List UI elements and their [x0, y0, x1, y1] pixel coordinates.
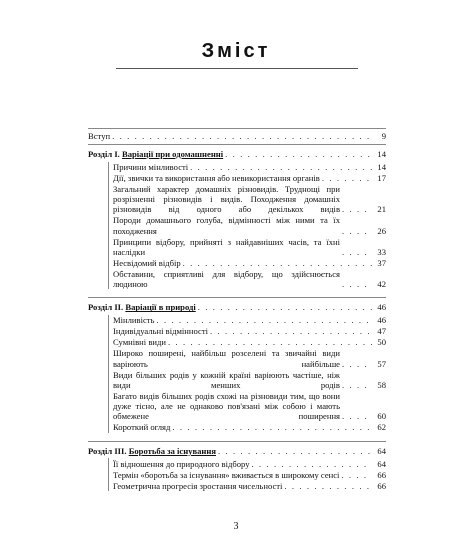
- page-title: Зміст: [201, 40, 271, 62]
- dot-leader: [342, 226, 372, 236]
- toc-entry-page: 50: [377, 337, 386, 348]
- toc-entry-page: 64: [377, 458, 386, 469]
- dot-leader: [218, 446, 372, 456]
- chapter-title: Варіації в природі: [125, 302, 196, 313]
- toc-entry-page: 46: [377, 315, 386, 326]
- toc-entry-page: 66: [377, 480, 386, 491]
- dot-leader: [172, 422, 372, 432]
- toc-entry-label: Дії, звички та використання або невикористання органів: [113, 172, 320, 183]
- title-rule: [116, 68, 358, 69]
- toc-entry-label: Породи домашнього голуба, відмінності між ними та їх походження: [113, 215, 340, 236]
- toc-chapter-1[interactable]: [88, 145, 386, 162]
- toc-entry-page: 66: [377, 469, 386, 480]
- toc-entry-page: 47: [377, 326, 386, 337]
- toc-entry[interactable]: [113, 337, 386, 348]
- toc-entry-label: Принципи відбору, прийняті з найдавніших часів, та їхні наслідки: [113, 236, 340, 257]
- toc-chapter-3[interactable]: [88, 442, 386, 459]
- toc-entry-label: Несвідомий відбір: [113, 257, 181, 268]
- toc-entry-page: 58: [377, 379, 386, 390]
- dot-leader: [112, 131, 372, 141]
- toc-entry[interactable]: [113, 268, 386, 289]
- dot-leader: [341, 470, 372, 480]
- toc-entry-label: Короткий огляд: [113, 422, 171, 433]
- dot-leader: [284, 481, 372, 491]
- dot-leader: [342, 279, 372, 289]
- dot-leader: [156, 315, 372, 325]
- dot-leader: [322, 173, 372, 183]
- toc-entry[interactable]: [113, 257, 386, 268]
- chapter-1-items: [108, 162, 386, 290]
- chapter-prefix: Розділ II.: [88, 302, 124, 313]
- toc-entry[interactable]: [113, 369, 386, 390]
- toc-entry-label: Мінливість: [113, 315, 155, 326]
- dot-leader: [210, 326, 372, 336]
- dot-leader: [190, 162, 372, 172]
- toc-entry-label: Широко поширені, найбільш розселені та звичайні види варіюють найбільше: [113, 348, 340, 369]
- chapter-heading: [88, 149, 223, 159]
- toc-entry-label: Вступ: [88, 131, 111, 142]
- toc-entry-label: Геометрична прогресія зростання чисельності: [113, 480, 283, 491]
- dot-leader: [168, 337, 372, 347]
- chapter-title: Боротьба за існування: [128, 445, 216, 456]
- toc-entry-page: 46: [377, 302, 386, 313]
- toc-entry-page: 57: [377, 358, 386, 369]
- toc-entry-label: Багато видів більших родів схожі на різновиди тим, що вони дуже тісно, але не однаково пов'язані між собою і мають обмежене поширення: [113, 390, 340, 422]
- toc-entry[interactable]: [113, 315, 386, 326]
- dot-leader: [342, 411, 372, 421]
- dot-leader: [342, 359, 372, 369]
- toc-entry-page: 21: [377, 204, 386, 215]
- toc-entry-page: 33: [377, 246, 386, 257]
- toc-entry-page: 26: [377, 225, 386, 236]
- toc-entry[interactable]: [113, 184, 386, 215]
- toc-entry-page: 60: [377, 411, 386, 422]
- toc-entry-page: 64: [377, 445, 386, 456]
- toc-entry[interactable]: [113, 469, 386, 480]
- dot-leader: [198, 302, 372, 312]
- toc-entry[interactable]: [113, 348, 386, 369]
- toc-entry-page: 62: [377, 422, 386, 433]
- toc-entry[interactable]: [113, 215, 386, 236]
- toc-entry[interactable]: [113, 458, 386, 469]
- chapter-prefix: Розділ I.: [88, 148, 120, 159]
- toc-chapter-2[interactable]: [88, 298, 386, 315]
- toc-entry[interactable]: [113, 236, 386, 257]
- toc-entry-label: Загальний характер домашніх різновидів. Труднощі при розрізненні різновидів і видів. Походження домашніх різновидів від одного або декількох видів: [113, 183, 340, 215]
- toc-entry[interactable]: [113, 162, 386, 173]
- toc-entry-label: Її відношення до природного відбору: [113, 458, 250, 469]
- chapter-heading: [88, 302, 196, 312]
- dot-leader: [252, 459, 373, 469]
- toc-entry-label: Термін «боротьба за існування» вживається в широкому сенсі: [113, 469, 340, 480]
- toc-entry[interactable]: [113, 390, 386, 421]
- toc-entry-page: 9: [381, 131, 386, 142]
- toc-entry-label: Сумнівні види: [113, 337, 166, 348]
- toc-entry[interactable]: [113, 480, 386, 491]
- toc-entry[interactable]: [113, 326, 386, 337]
- toc-entry-page: 14: [377, 161, 386, 172]
- chapter-prefix: Розділ III.: [88, 445, 127, 456]
- dot-leader: [342, 380, 372, 390]
- toc-entry-label: Види більших родів у кожній країні варіюють частіше, ніж види менших родів: [113, 369, 340, 390]
- chapter-3-items: [108, 458, 386, 491]
- toc-entry-page: 14: [377, 148, 386, 159]
- chapter-title: Варіації при одомашненні: [121, 148, 224, 159]
- toc-entry-page: 17: [377, 172, 386, 183]
- toc-entry[interactable]: [113, 422, 386, 433]
- toc-entry-label: Обставини, сприятливі для відбору, що здійснюється людиною: [113, 268, 340, 289]
- toc-entry-label: Індивідуальні відмінності: [113, 326, 208, 337]
- chapter-heading: [88, 446, 216, 456]
- table-of-contents: [88, 128, 386, 491]
- toc-entry-page: 37: [377, 257, 386, 268]
- dot-leader: [342, 247, 372, 257]
- chapter-2-items: [108, 315, 386, 433]
- dot-leader: [342, 204, 372, 214]
- toc-entry-page: 42: [377, 278, 386, 289]
- toc-entry-intro[interactable]: [88, 129, 386, 144]
- dot-leader: [225, 149, 372, 159]
- dot-leader: [183, 258, 372, 268]
- toc-entry[interactable]: [113, 173, 386, 184]
- toc-entry-label: Причини мінливості: [113, 161, 189, 172]
- page-number: 3: [233, 521, 239, 532]
